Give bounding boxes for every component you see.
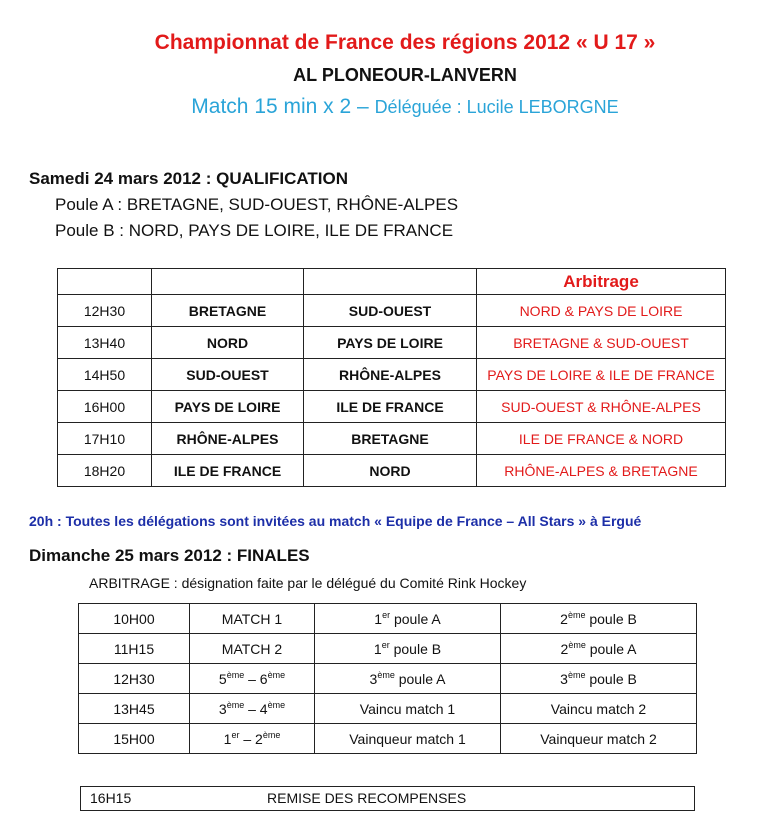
- poule-a: Poule A : BRETAGNE, SUD-OUEST, RHÔNE-ALPES: [55, 195, 459, 214]
- table-row: [58, 359, 726, 391]
- final-team-1: 1er poule A: [315, 604, 501, 634]
- ceremony-time: 16H15: [90, 790, 132, 806]
- finals-table: [78, 603, 697, 754]
- table-row: [79, 634, 697, 664]
- poule-b: Poule B : NORD, PAYS DE LOIRE, ILE DE FRANCE: [55, 221, 454, 240]
- club-name: AL PLONEOUR-LANVERN: [293, 65, 517, 85]
- match-format-line: [0, 95, 775, 119]
- final-team-2: 2ème poule B: [501, 604, 697, 634]
- referees-cell: SUD-OUEST & RHÔNE-ALPES: [477, 391, 726, 423]
- saturday-heading: Samedi 24 mars 2012 : QUALIFICATION: [29, 169, 349, 188]
- ceremony-label: REMISE DES RECOMPENSES: [267, 790, 467, 806]
- header-cell: [58, 269, 152, 295]
- final-time: 13H45: [79, 694, 190, 724]
- final-team-1: Vainqueur match 1: [315, 724, 501, 754]
- ceremony-row: [80, 786, 695, 811]
- home-team: SUD-OUEST: [152, 359, 304, 391]
- header-cell: [152, 269, 304, 295]
- match-time: 13H40: [58, 327, 152, 359]
- qualification-table: [57, 268, 726, 487]
- table-row: [58, 423, 726, 455]
- sunday-heading: Dimanche 25 mars 2012 : FINALES: [29, 546, 310, 565]
- page-title: Championnat de France des régions 2012 « U 17 »: [154, 31, 656, 54]
- final-match: MATCH 1: [190, 604, 315, 634]
- table-row: [79, 724, 697, 754]
- invitation-note: 20h : Toutes les délégations sont invitées au match « Equipe de France – All Stars » à Ergué: [29, 513, 642, 529]
- home-team: NORD: [152, 327, 304, 359]
- final-team-1: Vaincu match 1: [315, 694, 501, 724]
- final-time: 10H00: [79, 604, 190, 634]
- final-time: 12H30: [79, 664, 190, 694]
- final-match: 1er – 2ème: [190, 724, 315, 754]
- delegate-name: Déléguée : Lucile LEBORGNE: [374, 97, 619, 117]
- table-row: [58, 455, 726, 487]
- header-cell: [304, 269, 477, 295]
- arbitrage-note: ARBITRAGE : désignation faite par le délégué du Comité Rink Hockey: [89, 575, 527, 591]
- match-time: 17H10: [58, 423, 152, 455]
- final-time: 15H00: [79, 724, 190, 754]
- referees-cell: BRETAGNE & SUD-OUEST: [477, 327, 726, 359]
- final-team-2: 2ème poule A: [501, 634, 697, 664]
- table-row: [58, 295, 726, 327]
- referees-cell: RHÔNE-ALPES & BRETAGNE: [477, 455, 726, 487]
- table-row: [79, 694, 697, 724]
- table-header-row: [58, 269, 726, 295]
- final-team-2: 3ème poule B: [501, 664, 697, 694]
- final-match: 5ème – 6ème: [190, 664, 315, 694]
- away-team: RHÔNE-ALPES: [304, 359, 477, 391]
- final-team-1: 3ème poule A: [315, 664, 501, 694]
- final-time: 11H15: [79, 634, 190, 664]
- home-team: BRETAGNE: [152, 295, 304, 327]
- table-row: [58, 327, 726, 359]
- final-team-2: Vaincu match 2: [501, 694, 697, 724]
- match-time: 12H30: [58, 295, 152, 327]
- table-row: [58, 391, 726, 423]
- away-team: SUD-OUEST: [304, 295, 477, 327]
- referees-cell: PAYS DE LOIRE & ILE DE FRANCE: [477, 359, 726, 391]
- referees-cell: NORD & PAYS DE LOIRE: [477, 295, 726, 327]
- home-team: ILE DE FRANCE: [152, 455, 304, 487]
- final-match: 3ème – 4ème: [190, 694, 315, 724]
- away-team: PAYS DE LOIRE: [304, 327, 477, 359]
- home-team: PAYS DE LOIRE: [152, 391, 304, 423]
- away-team: BRETAGNE: [304, 423, 477, 455]
- match-time: 18H20: [58, 455, 152, 487]
- away-team: ILE DE FRANCE: [304, 391, 477, 423]
- table-row: [79, 664, 697, 694]
- match-time: 16H00: [58, 391, 152, 423]
- final-match: MATCH 2: [190, 634, 315, 664]
- match-time: 14H50: [58, 359, 152, 391]
- final-team-1: 1er poule B: [315, 634, 501, 664]
- away-team: NORD: [304, 455, 477, 487]
- match-format: Match 15 min x 2 –: [191, 95, 369, 118]
- referees-cell: ILE DE FRANCE & NORD: [477, 423, 726, 455]
- final-team-2: Vainqueur match 2: [501, 724, 697, 754]
- arbitrage-header: Arbitrage: [477, 269, 726, 295]
- table-row: [79, 604, 697, 634]
- home-team: RHÔNE-ALPES: [152, 423, 304, 455]
